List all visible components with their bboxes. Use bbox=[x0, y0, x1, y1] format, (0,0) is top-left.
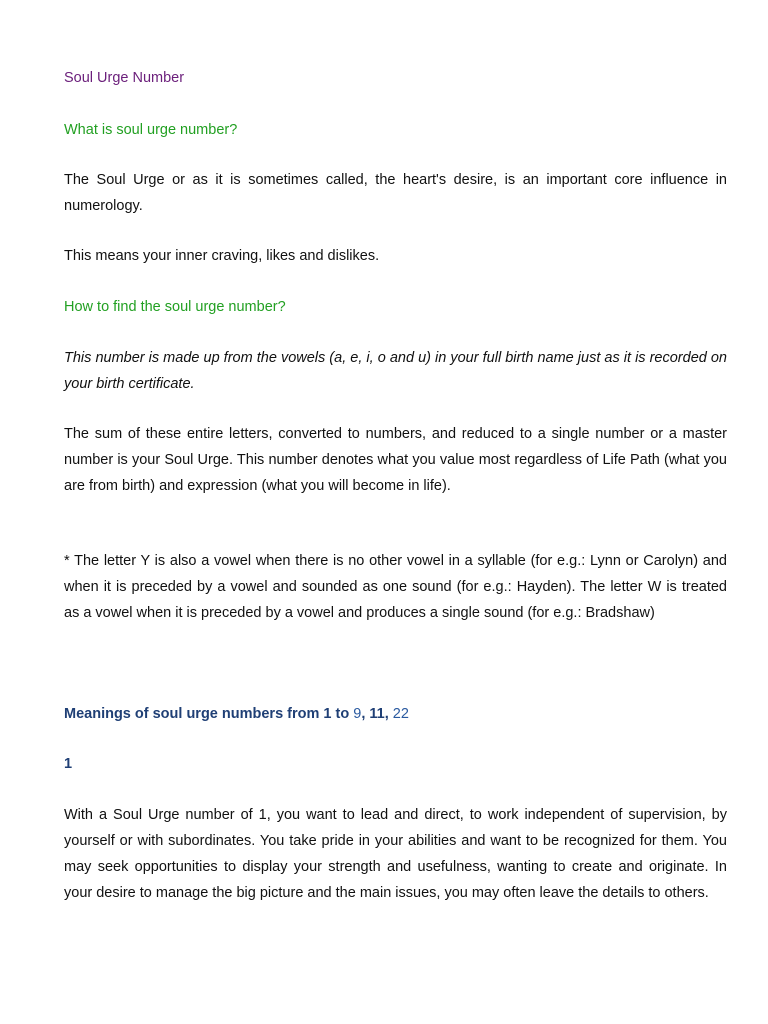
heading-what-is: What is soul urge number? bbox=[64, 122, 238, 138]
heading-meanings-11: 11 bbox=[369, 706, 385, 722]
paragraph-definition: The Soul Urge or as it is sometimes called, the heart's desire, is an important core influence in numerology. bbox=[64, 172, 727, 214]
page-title: Soul Urge Number bbox=[64, 70, 185, 86]
paragraph-inner-craving: This means your inner craving, likes and dislikes. bbox=[64, 248, 380, 264]
heading-meanings-9: 9 bbox=[353, 706, 362, 722]
heading-meanings bbox=[64, 701, 409, 727]
heading-meanings-22: 22 bbox=[392, 706, 409, 722]
paragraph-vowels: This number is made up from the vowels (a, e, i, o and u) in your full birth name just as it is recorded on your birth certificate. bbox=[64, 350, 727, 392]
heading-meanings-prefix: Meanings of soul urge numbers from 1 to bbox=[64, 706, 354, 722]
heading-how-to-find: How to find the soul urge number? bbox=[64, 299, 286, 315]
heading-meanings-sep2: , bbox=[384, 706, 393, 722]
paragraph-sum: The sum of these entire letters, converted to numbers, and reduced to a single number or a master number is your Soul Urge. This number denotes what you value most regardless of Life Path (what you are from birth) and expression (what you will become in life). bbox=[64, 426, 727, 494]
paragraph-letter-y-note: * The letter Y is also a vowel when there is no other vowel in a syllable (for e.g.: Lynn or Carolyn) and when it is preceded by a vowel and sounded as one sound (for e.g.: Hayden). The letter W is treated as a vowel when it is preceded by a vowel and produces a single sound (for e.g.: Bradshaw) bbox=[64, 553, 727, 621]
document-page bbox=[64, 0, 727, 1024]
meaning-text-1: With a Soul Urge number of 1, you want to lead and direct, to work independent of supervision, by yourself or with subordinates. You take pride in your abilities and want to be recognized for them. You may seek opportunities to display your strength and usefulness, wanting to create and originate. In your desire to manage the big picture and the main issues, you may often leave the details to others. bbox=[64, 807, 727, 901]
meaning-number-1: 1 bbox=[64, 756, 73, 772]
heading-meanings-sep1: , bbox=[361, 706, 370, 722]
